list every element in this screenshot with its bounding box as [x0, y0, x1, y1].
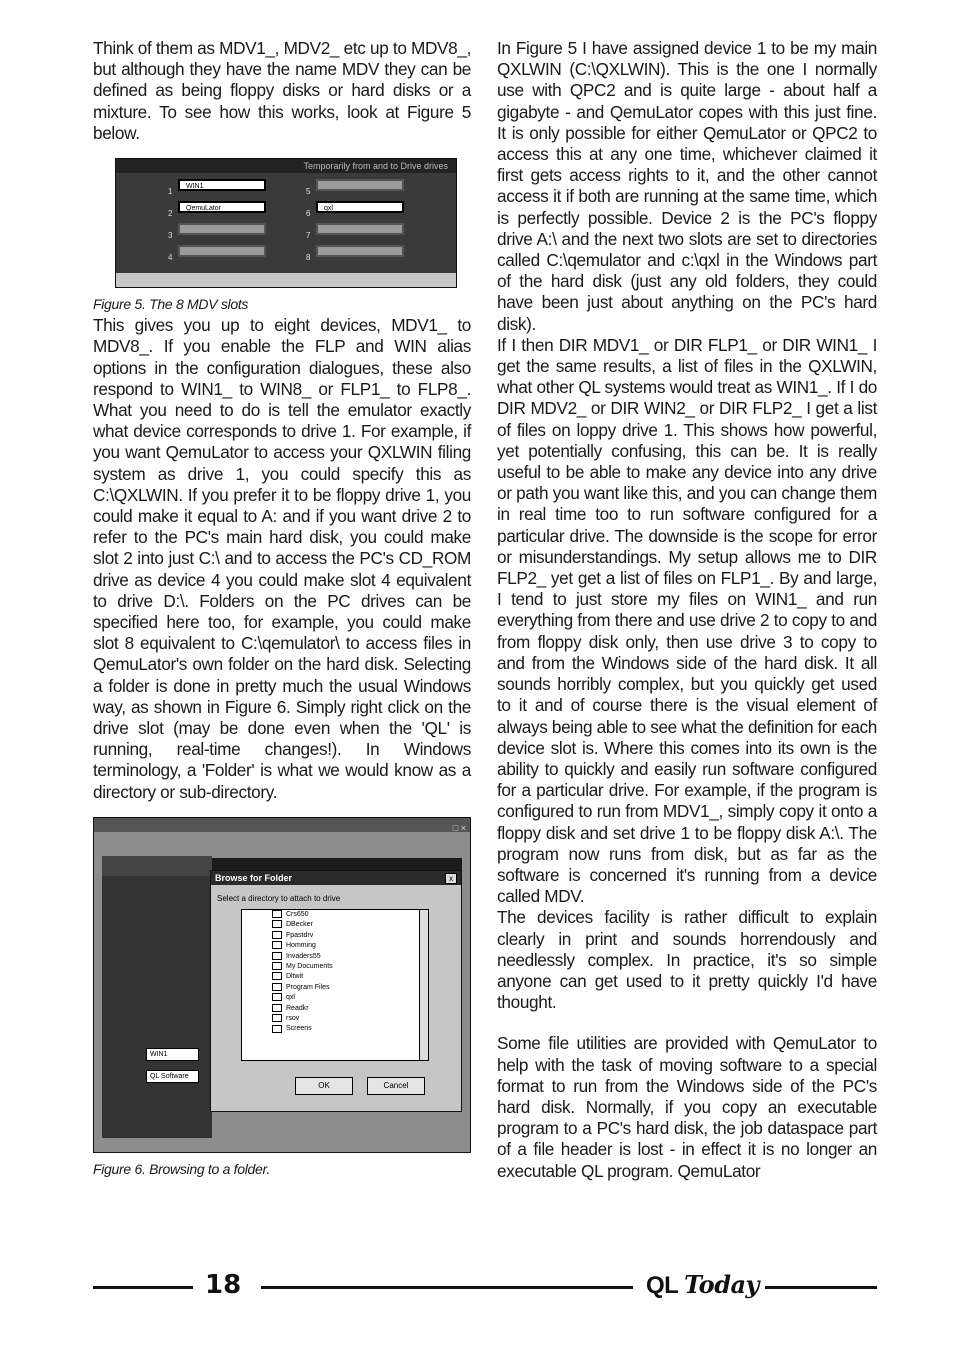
slot-number: 6 [306, 209, 311, 219]
folder-icon [272, 952, 282, 960]
figure-5-titlebar: Temporarily from and to Drive drives [116, 159, 456, 173]
folder-icon [272, 920, 282, 928]
folder-icon [272, 941, 282, 949]
slot-1-field[interactable]: WIN1 [146, 1048, 199, 1061]
paragraph: Think of them as MDV1_, MDV2_ etc up to MDV8_, but although they have the name MDV they can be defined as being floppy disks or hard disks or a mixture. To see how this works, look at Figure 5 below. [93, 38, 471, 143]
figure-6-caption: Figure 6. Browsing to a folder. [93, 1160, 270, 1177]
cancel-button[interactable]: Cancel [367, 1077, 425, 1095]
folder-icon [272, 931, 282, 939]
footer-rule [765, 1286, 877, 1289]
figure-5-footer-bar [116, 273, 456, 287]
tree-item[interactable]: Readkr [242, 1004, 428, 1014]
paragraph: If I then DIR MDV1_ or DIR FLP1_ or DIR WIN1_ I get the same results, a list of files in the QXLWIN, what other QL systems would treat as WIN1_. If I do DIR MDV2_ or DIR WIN2_ or DIR FLP2_ I get a list of files on loppy drive 1. This shows how powerful, yet potentially confusing, this can be. It is really useful to be able to make any device into any drive or path you want like this, and you can change them in real time too to run software configured for a particular drive. The downside is the scope for error or misunderstandings. My setup allows me to DIR FLP2_ yet get a list of files on FLP1_. By and large, I tend to just store my files on WIN1_ and run everything from there and use drive 2 to copy to and from floppy disk only, then use drive 3 to copy to and from the Windows side of the hard disk. It all sounds horribly complex, but you quickly get used to it and of course there is the visual element of always being able to see what the definition for each device slot is. Where this comes into its own is the ability to quickly and easily run software configured for a particular drive. For example, if the program is configured to run from MDV1_, simply copy it onto a floppy disk and set drive 1 to be floppy disk A:\. The program now runs from disk, but as far as the software is concerned it's running from a device called MDV. [497, 334, 877, 907]
paragraph-gap [497, 1013, 877, 1033]
tree-item[interactable]: Program Files [242, 983, 428, 993]
footer-rule [93, 1286, 193, 1289]
slot-number: 1 [168, 187, 173, 197]
left-column [93, 38, 471, 1180]
slot-number: 3 [168, 231, 173, 241]
folder-icon [272, 983, 282, 991]
paragraph: In Figure 5 I have assigned device 1 to be my main QXLWIN (C:\QXLWIN). This is the one I normally use with QPC2 and is quite large - about half a gigabyte - and QemuLator copes with this just fine. It is only possible for either QemuLator or QPC2 to access this at any one time, whichever claimed it first gets access rights to it, and the other cannot access it if both are running at the same time, which is perfectly possible. Device 2 is the PC's floppy drive A:\ and the next two slots are set to directories called C:\qemulator and c:\qxl in the Windows part of the hard disk (just any old folders, they could have been just about anything on the PC's hard disk). [497, 38, 877, 334]
slot-8-field[interactable] [316, 245, 404, 257]
slot-2-field[interactable]: QL Software [146, 1070, 199, 1083]
tree-item[interactable]: qxl [242, 993, 428, 1003]
magazine-logo [646, 1270, 759, 1301]
folder-icon [272, 972, 282, 980]
tree-item[interactable]: Homming [242, 941, 428, 951]
tree-item[interactable]: DBecker [242, 920, 428, 930]
folder-icon [272, 1004, 282, 1012]
slot-number: 8 [306, 253, 311, 263]
browse-for-folder-dialog [210, 870, 462, 1112]
close-icon[interactable]: x [445, 873, 457, 884]
right-column [497, 38, 877, 1182]
slot-6-field[interactable]: qxl [316, 201, 404, 213]
dialog-title: Browse for Folder [211, 871, 461, 885]
figure-6-toolbar [102, 856, 212, 876]
paragraph: The devices facility is rather difficult to explain clearly in print and sounds horrendously and needlessly complex. In practice, it's so simple anyone can get used to it pretty quickly I'd have thought. [497, 907, 877, 1013]
folder-tree[interactable] [241, 909, 429, 1061]
slot-5-field[interactable] [316, 179, 404, 191]
tree-item[interactable]: Invaders55 [242, 952, 428, 962]
tree-item[interactable]: Dltwit [242, 972, 428, 982]
folder-icon [272, 910, 282, 918]
slot-1-field[interactable]: WIN1 [178, 179, 266, 191]
figure-6-screenshot [93, 817, 471, 1153]
slot-number: 5 [306, 187, 311, 197]
page-footer [93, 1270, 877, 1300]
figure-5-screenshot [115, 158, 457, 288]
slot-4-field[interactable] [178, 245, 266, 257]
dialog-prompt: Select a directory to attach to drive [217, 893, 341, 903]
slot-2-field[interactable]: QemuLator [178, 201, 266, 213]
figure-5-caption: Figure 5. The 8 MDV slots [93, 296, 249, 313]
tree-item[interactable]: Fpastdrv [242, 931, 428, 941]
paragraph: Some file utilities are provided with QemuLator to help with the task of moving software to a special format to run from the Windows side of the PC's hard disk. Normally, if you copy an executable program to a PC's hard disk, the job dataspace part of a file header is lost - in effect it is no longer an executable QL program. QemuLator [497, 1033, 877, 1181]
ok-button[interactable]: OK [295, 1077, 353, 1095]
slot-3-field[interactable] [178, 223, 266, 235]
slot-number: 2 [168, 209, 173, 219]
magazine-name-today: Today [684, 1270, 759, 1299]
slot-number: 4 [168, 253, 173, 263]
page-number: 18 [205, 1270, 242, 1300]
tree-item[interactable]: My Documents [242, 962, 428, 972]
folder-icon [272, 1025, 282, 1033]
tree-item[interactable]: Screens [242, 1024, 428, 1034]
slot-7-field[interactable] [316, 223, 404, 235]
figure-6-left-pane [102, 876, 212, 1138]
folder-icon [272, 1014, 282, 1022]
paragraph: This gives you up to eight devices, MDV1_ to MDV8_. If you enable the FLP and WIN alias options in the configuration dialogues, these also respond to WIN1_ to WIN8_ or FLP1_ to FLP8_. What you need to do is tell the emulator exactly what device corresponds to drive 1. For example, if you want QemuLator to access your QXLWIN filing system as drive 1, you could specify this as C:\QXLWIN. If you prefer it to be floppy drive 1, you could make it equal to A: and if you want drive 2 to refer to the PC's main hard disk, you could make slot 2 into just C:\ and to access the PC's CD_ROM drive as device 4 you could make slot 4 equivalent to drive D:\. Folders on the PC drives can be specified here too, for example, you could make slot 8 equivalent to C:\qemulator\ to access files in QemuLator's own folder on the hard disk. Selecting a folder is done in pretty much the usual Windows way, as shown in Figure 6. Simply right click on the drive slot (may be done even when the 'QL' is running, real-time changes!). In Windows terminology, a 'Folder' is what we would know as a directory or sub-directory. [93, 315, 471, 802]
scrollbar[interactable] [419, 910, 428, 1060]
figure-6-window-titlebar: □ × [94, 818, 470, 832]
slot-number: 7 [306, 231, 311, 241]
footer-rule [261, 1286, 633, 1289]
folder-icon [272, 993, 282, 1001]
tree-item[interactable]: rsov [242, 1014, 428, 1024]
tree-item[interactable]: Crs650 [242, 910, 428, 920]
magazine-name-ql: QL [646, 1272, 678, 1299]
folder-icon [272, 962, 282, 970]
